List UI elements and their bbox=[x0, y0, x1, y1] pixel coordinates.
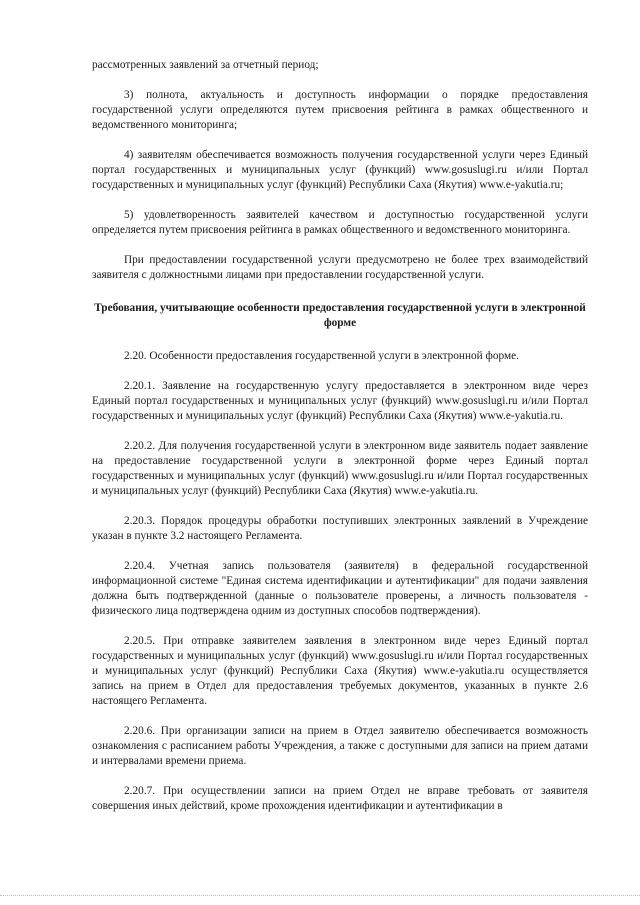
section-2-20-2: 2.20.2. Для получения государственной услуги в электронном виде заявитель подает заявление на предоставление государственной услуги в электронной форме через Единый портал государственных и муниципальных услуг (функций) www.gosuslugi.ru и/или Портал государственных и муниципальных услуг (функций) Республики Саха (Якутия) www.e-yakutia.ru. bbox=[92, 440, 588, 497]
section-2-20-3: 2.20.3. Порядок процедуры обработки поступивших электронных заявлений в Учреждение указан в пункте 3.2 настоящего Регламента. bbox=[92, 515, 588, 542]
section-heading: Требования, учитывающие особенности предоставления государственной услуги в электронной форме bbox=[94, 302, 586, 329]
paragraph-item-3: 3) полнота, актуальность и доступность информации о порядке предоставления государственной услуги определяются путем присвоения рейтинга в рамках общественного и ведомственного мониторинга; bbox=[92, 89, 588, 131]
scan-edge-divider bbox=[0, 895, 640, 897]
section-2-20-1: 2.20.1. Заявление на государственную услугу предоставляется в электронном виде через Единый портал государственных и муниципальных услуг (функций) www.gosuslugi.ru и/или Портал государственных и муниципальных услуг (функций) Республики Саха (Якутия) www.e-yakutia.ru. bbox=[92, 380, 588, 422]
paragraph-item-5: 5) удовлетворенность заявителей качеством и доступностью государственной услуги определяется путем присвоения рейтинга в рамках общественного и ведомственного мониторинга. bbox=[92, 209, 588, 236]
section-2-20-6: 2.20.6. При организации записи на прием в Отдел заявителю обеспечивается возможность ознакомления с расписанием работы Учреждения, а также с доступными для записи на прием датами и интервалами времени приема. bbox=[92, 725, 588, 767]
paragraph-continuation: рассмотренных заявлений за отчетный период; bbox=[92, 59, 319, 71]
paragraph-interactions: При предоставлении государственной услуги предусмотрено не более трех взаимодействий заявителя с должностными лицами при предоставлении государственной услуги. bbox=[92, 254, 588, 281]
section-2-20: 2.20. Особенности предоставления государственной услуги в электронной форме. bbox=[124, 350, 519, 362]
paragraph-item-4: 4) заявителям обеспечивается возможность получения государственной услуги через Единый портал государственных и муниципальных услуг (функций) www.gosuslugi.ru и/или Портал государственных и муниципальных услуг (функций) Республики Саха (Якутия) www.e-yakutia.ru; bbox=[92, 149, 588, 191]
section-2-20-7: 2.20.7. При осуществлении записи на прием Отдел не вправе требовать от заявителя совершения иных действий, кроме прохождения идентификации и аутентификации в bbox=[92, 785, 588, 812]
section-2-20-4: 2.20.4. Учетная запись пользователя (заявителя) в федеральной государственной информационной системе "Единая система идентификации и аутентификации" для подачи заявления должна быть подтвержденной (данные о пользователе проверены, а личность пользователя - физического лица подтверждена одним из доступных способов подтверждения). bbox=[92, 560, 588, 617]
section-2-20-5: 2.20.5. При отправке заявителем заявления в электронном виде через Единый портал государственных и муниципальных услуг (функций) www.gosuslugi.ru и/или Портал государственных и муниципальных услуг (функций) Республики Саха (Якутия) www.e-yakutia.ru осуществляется запись на прием в Отдел для предоставления требуемых документов, указанных в пункте 2.6 настоящего Регламента. bbox=[92, 635, 588, 707]
